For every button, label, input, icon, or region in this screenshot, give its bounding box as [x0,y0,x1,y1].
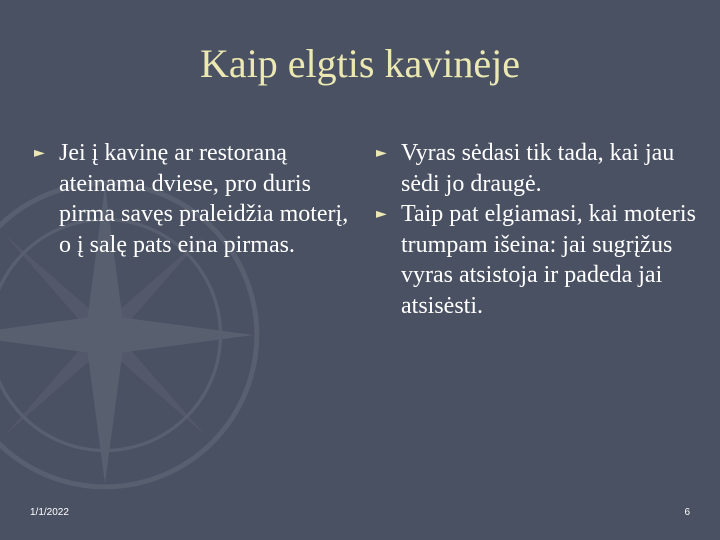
right-column [376,138,706,321]
bullet-text: Jei į kavinę ar restoraną ateinama dviese, pro duris pirma savęs praleidžia moterį, o į salę pats eina pirmas. [59,140,349,258]
triangle-right-icon: ► [34,145,45,161]
bullet-item [376,138,706,199]
triangle-right-icon: ► [376,206,387,222]
bullet-item [34,138,364,260]
bullet-text: Taip pat elgiamasi, kai moteris trumpam išeina: jai sugrįžus vyras atsistoja ir padeda jai atsisėsti. [401,201,696,319]
bullet-item [376,199,706,321]
bullet-text: Vyras sėdasi tik tada, kai jau sėdi jo draugė. [401,140,675,197]
page-number: 6 [684,507,690,518]
slide-date: 1/1/2022 [30,507,69,518]
left-column [34,138,364,260]
slide-title: Kaip elgtis kavinėje [200,41,520,86]
triangle-right-icon: ► [376,145,387,161]
